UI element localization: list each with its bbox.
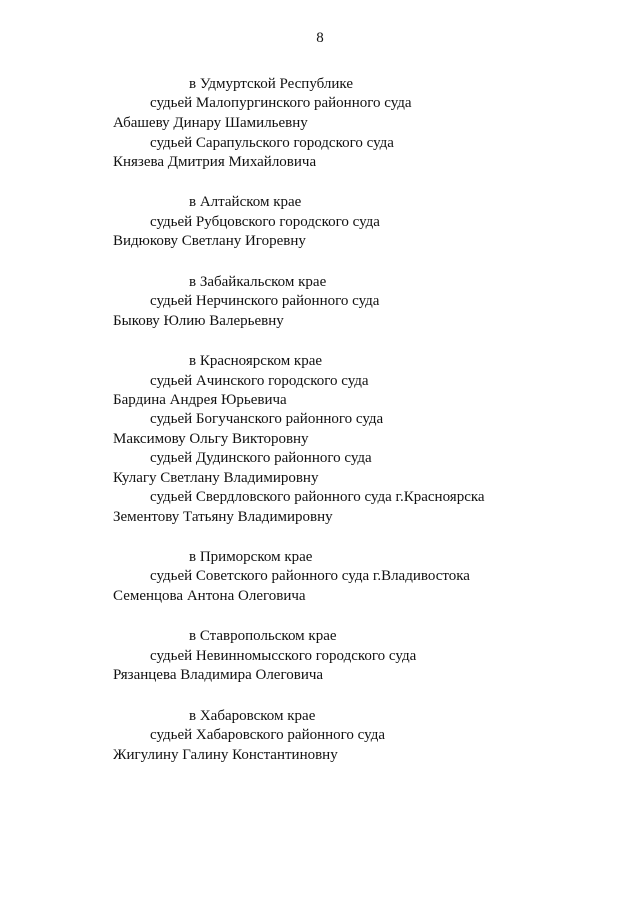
court-line: судьей Невинномысского городского суда (150, 648, 417, 664)
appointee-name: Семенцова Антона Олеговича (113, 588, 306, 604)
region-heading: в Хабаровском крае (189, 708, 316, 724)
court-line: судьей Малопургинского районного суда (150, 95, 412, 111)
region-heading: в Красноярском крае (189, 353, 323, 369)
region-heading: в Ставропольском крае (189, 628, 337, 644)
appointee-name: Видюкову Светлану Игоревну (113, 233, 306, 249)
appointee-name: Бардина Андрея Юрьевича (113, 392, 287, 408)
appointee-name: Быкову Юлию Валерьевну (113, 313, 284, 329)
court-line: судьей Свердловского районного суда г.Красноярска (150, 489, 485, 505)
court-line: судьей Нерчинского районного суда (150, 293, 380, 309)
appointee-name: Рязанцева Владимира Олеговича (113, 667, 324, 683)
court-line: судьей Ачинского городского суда (150, 373, 369, 389)
appointee-name: Князева Дмитрия Михайловича (113, 154, 317, 170)
court-line: судьей Дудинского районного суда (150, 450, 372, 466)
region-heading: в Алтайском крае (189, 194, 302, 210)
region-heading: в Приморском крае (189, 549, 313, 565)
court-line: судьей Хабаровского районного суда (150, 727, 385, 743)
appointee-name: Максимову Ольгу Викторовну (113, 431, 309, 447)
appointee-name: Зементову Татьяну Владимировну (113, 509, 333, 525)
page-number: 8 (316, 30, 324, 46)
region-heading: в Забайкальском крае (189, 274, 327, 290)
court-line: судьей Советского районного суда г.Владивостока (150, 568, 470, 584)
court-line: судьей Богучанского районного суда (150, 411, 384, 427)
appointee-name: Жигулину Галину Константиновну (113, 747, 338, 763)
court-line: судьей Рубцовского городского суда (150, 214, 380, 230)
region-heading: в Удмуртской Республике (189, 76, 353, 92)
appointee-name: Кулагу Светлану Владимировну (113, 470, 319, 486)
appointee-name: Абашеву Динару Шамильевну (113, 115, 308, 131)
court-line: судьей Сарапульского городского суда (150, 135, 394, 151)
